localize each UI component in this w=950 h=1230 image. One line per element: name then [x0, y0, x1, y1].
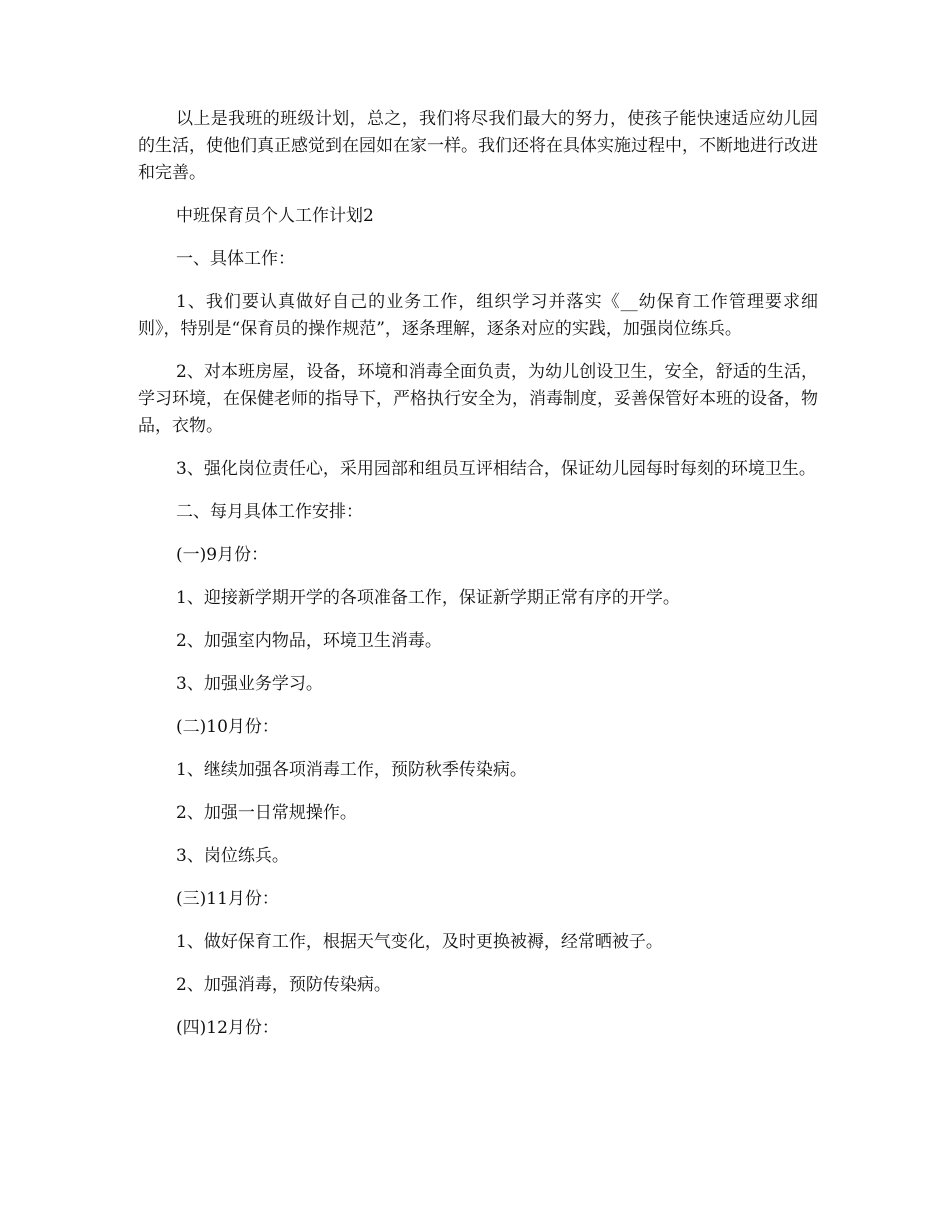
heading-specific-work: 一、具体工作：: [176, 249, 295, 269]
paragraph-class-plan-summary: 以上是我班的班级计划，总之，我们将尽我们最大的努力，使孩子能快速适应幼儿园的生活，使他们真正感觉到在园如在家一样。我们还将在具体实施过程中，不断地进行改进和完善。: [138, 109, 818, 183]
month-october: (二)10月份：: [176, 717, 279, 737]
september-item-2: 2、加强室内物品，环境卫生消毒。: [176, 631, 442, 651]
work-item-3: 3、强化岗位责任心，采用园部和组员互评相结合，保证幼儿园每时每刻的环境卫生。: [176, 459, 816, 479]
september-item-1: 1、迎接新学期开学的各项准备工作，保证新学期正常有序的开学。: [176, 588, 680, 608]
november-item-1: 1、做好保育工作，根据天气变化，及时更换被褥，经常晒被子。: [176, 932, 663, 952]
month-november: (三)11月份：: [176, 889, 279, 909]
october-item-1: 1、继续加强各项消毒工作，预防秋季传染病。: [176, 760, 527, 780]
work-item-2: 2、对本班房屋，设备，环境和消毒全面负责，为幼儿创设卫生，安全，舒适的生活，学习环境，在保健老师的指导下，严格执行安全为，消毒制度，妥善保管好本班的设备，物品，衣物。: [138, 362, 818, 436]
november-item-2: 2、加强消毒，预防传染病。: [176, 975, 391, 995]
october-item-3: 3、岗位练兵。: [176, 846, 289, 866]
october-item-2: 2、加强一日常规操作。: [176, 803, 357, 823]
work-item-1: 1、我们要认真做好自己的业务工作，组织学习并落实《__幼保育工作管理要求细则》，特别是“保育员的操作规范”，逐条理解，逐条对应的实践，加强岗位练兵。: [138, 292, 818, 339]
section-title: 中班保育员个人工作计划2: [176, 206, 374, 226]
heading-monthly-arrangement: 二、每月具体工作安排：: [176, 502, 363, 522]
month-september: (一)9月份：: [176, 545, 269, 565]
month-december: (四)12月份：: [176, 1018, 279, 1038]
september-item-3: 3、加强业务学习。: [176, 674, 323, 694]
document-body: [138, 106, 818, 1058]
